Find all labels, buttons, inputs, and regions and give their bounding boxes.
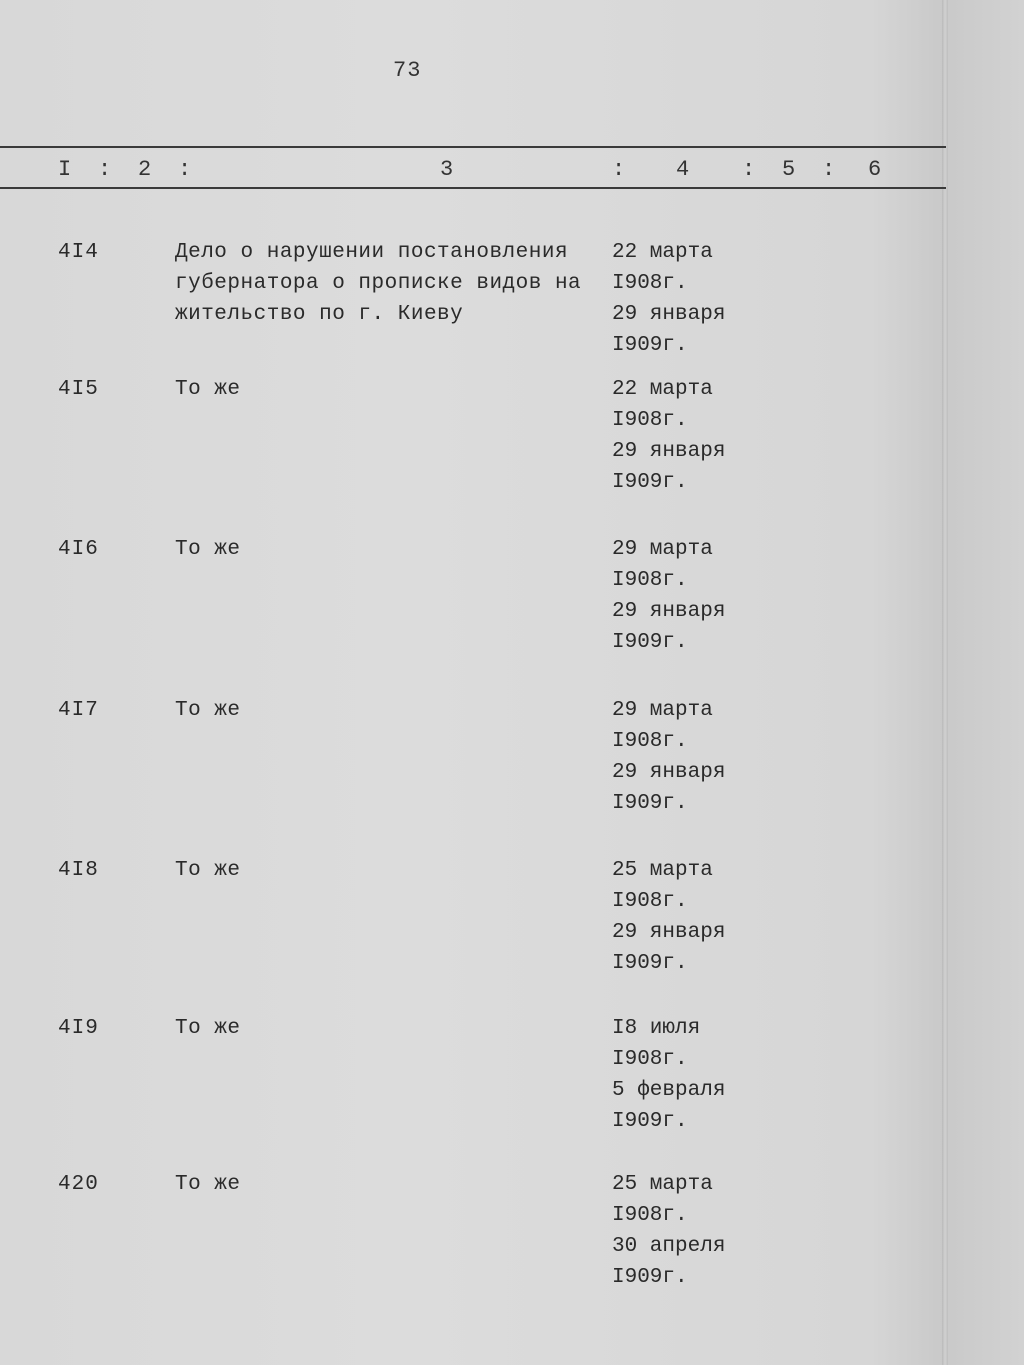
case-description xyxy=(175,237,595,330)
date-line: 22 марта xyxy=(612,241,713,264)
date-line: I908г. xyxy=(612,1048,688,1071)
case-dates xyxy=(612,374,725,498)
column-header-2: 2 xyxy=(138,157,152,182)
date-line: 5 февраля xyxy=(612,1079,726,1102)
case-dates xyxy=(612,1013,725,1137)
date-line: 25 марта xyxy=(612,1173,713,1196)
date-line: I909г. xyxy=(612,792,688,815)
case-number: 420 xyxy=(58,1173,99,1196)
date-line: I908г. xyxy=(612,272,688,295)
description-line: То же xyxy=(175,538,241,561)
date-line: I908г. xyxy=(612,409,688,432)
date-line: I908г. xyxy=(612,1204,688,1227)
column-header-4: 4 xyxy=(676,157,690,182)
case-number: 4I5 xyxy=(58,378,99,401)
case-description xyxy=(175,534,595,565)
case-number: 4I7 xyxy=(58,699,99,722)
description-line: То же xyxy=(175,859,241,882)
column-separator: : xyxy=(178,157,192,182)
date-line: I909г. xyxy=(612,631,688,654)
case-description xyxy=(175,374,595,405)
case-description xyxy=(175,855,595,886)
date-line: 29 марта xyxy=(612,699,713,722)
case-description xyxy=(175,695,595,726)
date-line: I8 июля xyxy=(612,1017,701,1040)
date-line: I908г. xyxy=(612,730,688,753)
description-line: То же xyxy=(175,1173,241,1196)
case-dates xyxy=(612,534,725,658)
column-header-1: I xyxy=(58,157,72,182)
date-line: 29 марта xyxy=(612,538,713,561)
column-separator: : xyxy=(98,157,112,182)
description-line: То же xyxy=(175,1017,241,1040)
description-line: То же xyxy=(175,378,241,401)
column-header-6: 6 xyxy=(868,157,882,182)
description-line: Дело о нарушении постановления xyxy=(175,241,569,264)
header-bottom-rule xyxy=(0,187,946,189)
column-header-3: 3 xyxy=(440,157,454,182)
date-line: 29 января xyxy=(612,921,726,944)
description-line: жительство по г. Киеву xyxy=(175,303,464,326)
date-line: 29 января xyxy=(612,761,726,784)
case-dates xyxy=(612,695,725,819)
date-line: I909г. xyxy=(612,1110,688,1133)
column-separator: : xyxy=(822,157,836,182)
column-header-5: 5 xyxy=(782,157,796,182)
case-number: 4I6 xyxy=(58,538,99,561)
column-separator: : xyxy=(742,157,756,182)
case-number: 4I4 xyxy=(58,241,99,264)
date-line: 29 января xyxy=(612,600,726,623)
date-line: I908г. xyxy=(612,890,688,913)
column-separator: : xyxy=(612,157,626,182)
header-top-rule xyxy=(0,146,946,148)
date-line: 29 января xyxy=(612,303,726,326)
date-line: I909г. xyxy=(612,1266,688,1289)
date-line: I909г. xyxy=(612,471,688,494)
date-line: I909г. xyxy=(612,334,688,357)
case-number: 4I9 xyxy=(58,1017,99,1040)
case-number: 4I8 xyxy=(58,859,99,882)
page-edge-shadow xyxy=(942,0,948,1365)
date-line: I909г. xyxy=(612,952,688,975)
description-line: То же xyxy=(175,699,241,722)
date-line: I908г. xyxy=(612,569,688,592)
date-line: 29 января xyxy=(612,440,726,463)
date-line: 22 марта xyxy=(612,378,713,401)
date-line: 30 апреля xyxy=(612,1235,726,1258)
case-description xyxy=(175,1013,595,1044)
case-dates xyxy=(612,855,725,979)
description-line: губернатора о прописке видов на xyxy=(175,272,582,295)
date-line: 25 марта xyxy=(612,859,713,882)
page-number: 73 xyxy=(393,58,422,83)
case-description xyxy=(175,1169,595,1200)
case-dates xyxy=(612,1169,725,1293)
case-dates xyxy=(612,237,725,361)
